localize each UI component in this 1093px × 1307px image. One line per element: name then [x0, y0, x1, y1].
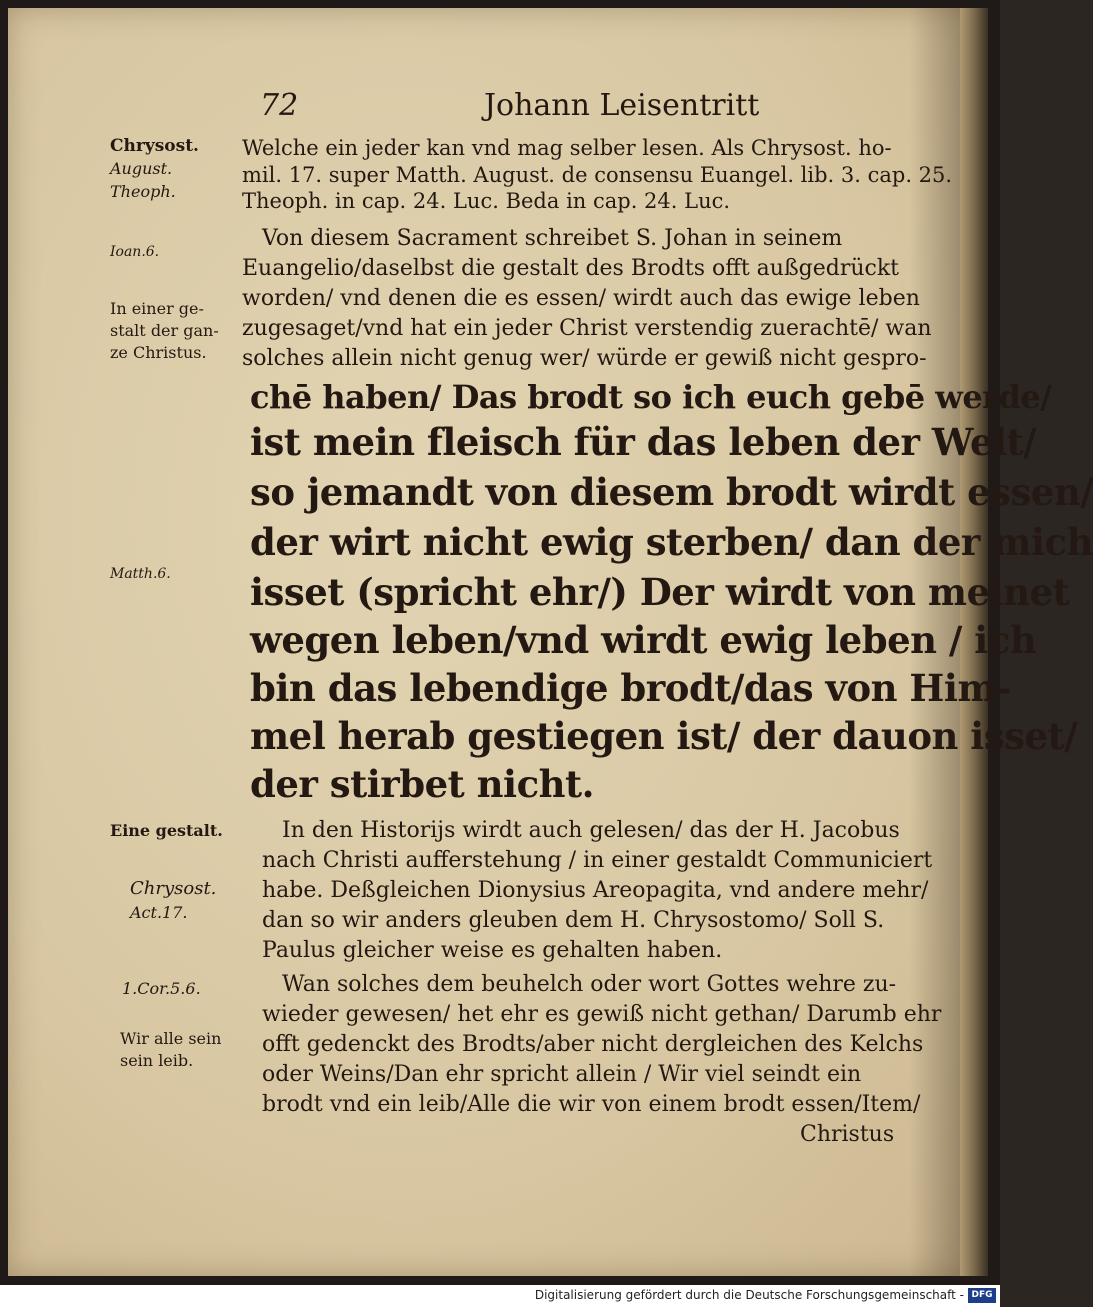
text-line: offt gedenckt des Brodts/aber nicht dergleichen des Kelchs: [262, 1032, 924, 1057]
digitization-footer: [0, 1285, 1000, 1307]
catchword: Christus: [800, 1122, 895, 1147]
text-line: Paulus gleicher weise es gehalten haben.: [262, 938, 723, 963]
text-line: nach Christi aufferstehung / in einer gestaldt Communiciert: [262, 848, 933, 873]
text-line: Von diesem Sacrament schreibet S. Johan in seinem: [262, 226, 843, 251]
text-line: Euangelio/daselbst die gestalt des Brodts offt außgedrückt: [242, 256, 900, 281]
text-line: der stirbet nicht.: [250, 762, 594, 806]
text-line: Wan solches dem beuhelch oder wort Gottes wehre zu-: [282, 972, 897, 997]
text-line: dan so wir anders gleuben dem H. Chrysostomo/ Soll S.: [262, 908, 885, 933]
margin-note: Matth.6.: [110, 566, 171, 582]
text-line: ist mein fleisch für das leben der Welt/: [250, 420, 1037, 464]
margin-note: Eine gestalt.: [110, 821, 223, 840]
text-line: habe. Deßgleichen Dionysius Areopagita, vnd andere mehr/: [262, 878, 929, 903]
text-line: bin das lebendige brodt/das von Him-: [250, 666, 1011, 710]
margin-note: Act.17.: [130, 903, 188, 922]
dfg-logo-icon: DFG: [968, 1288, 996, 1303]
margin-note: Theoph.: [110, 182, 176, 201]
margin-note: 1.Cor.5.6.: [122, 979, 201, 998]
text-line: oder Weins/Dan ehr spricht allein / Wir viel seindt ein: [262, 1062, 862, 1087]
page-number: 72: [260, 88, 299, 123]
page-header: [260, 88, 900, 128]
text-line: solches allein nicht genug wer/ würde er gewiß nicht gespro-: [242, 346, 927, 371]
text-line: Welche ein jeder kan vnd mag selber lesen. Als Chrysost. ho-: [242, 136, 892, 160]
text-line: der wirt nicht ewig sterben/ dan der mich: [250, 520, 1093, 564]
text-line: chē haben/ Das brodt so ich euch gebē werde/: [250, 378, 1052, 416]
margin-note: Chrysost.: [110, 136, 199, 156]
margin-note: In einer ge-: [110, 299, 204, 318]
margin-note: August.: [110, 159, 173, 178]
text-line: mil. 17. super Matth. August. de consensu Euangel. lib. 3. cap. 25.: [242, 163, 953, 187]
funding-credit: Digitalisierung gefördert durch die Deutsche Forschungsgemeinschaft -: [534, 1288, 964, 1302]
margin-note: Wir alle sein: [120, 1029, 222, 1048]
text-line: worden/ vnd denen die es essen/ wirdt auch das ewige leben: [242, 286, 920, 311]
margin-note: Ioan.6.: [110, 244, 160, 260]
text-line: wegen leben/vnd wirdt ewig leben / ich: [250, 618, 1037, 662]
text-line: In den Historijs wirdt auch gelesen/ das der H. Jacobus: [282, 818, 900, 843]
text-line: wieder gewesen/ het ehr es gewiß nicht gethan/ Darumb ehr: [262, 1002, 942, 1027]
text-line: zugesaget/vnd hat ein jeder Christ verstendig zuerachtē/ wan: [242, 316, 932, 341]
text-line: so jemandt von diesem brodt wirdt essen/: [250, 470, 1093, 514]
text-line: Theoph. in cap. 24. Luc. Beda in cap. 24. Luc.: [242, 189, 731, 213]
margin-note: ze Christus.: [110, 343, 207, 362]
margin-note: Chrysost.: [130, 878, 217, 899]
margin-note: stalt der gan-: [110, 321, 219, 340]
running-head: Johann Leisentritt: [484, 88, 760, 123]
text-line: brodt vnd ein leib/Alle die wir von einem brodt essen/Item/: [262, 1092, 921, 1117]
text-line: mel herab gestiegen ist/ der dauon isset/: [250, 714, 1078, 758]
text-line: isset (spricht ehr/) Der wirdt von meinet: [250, 570, 1070, 614]
margin-note: sein leib.: [120, 1051, 194, 1070]
